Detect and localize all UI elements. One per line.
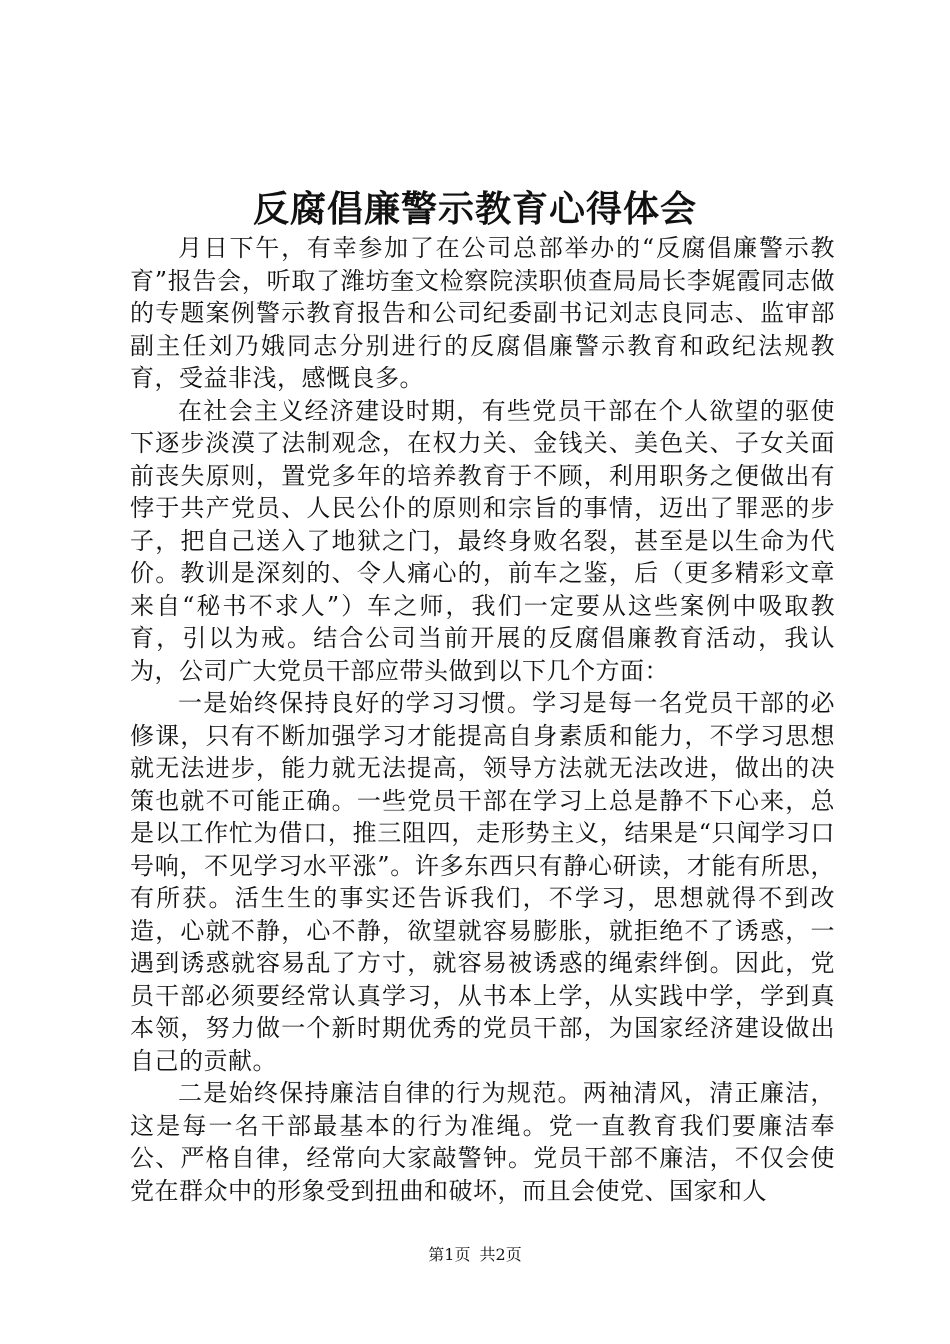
page-footer bbox=[0, 1244, 950, 1266]
paragraph-point-two: 二是始终保持廉洁自律的行为规范。两袖清风，清正廉洁，这是每一名干部最基本的行为准绳。党一直教育我们要廉洁奉公、严格自律，经常向大家敲警钟。党员干部不廉洁，不仅会使党在群众中的形象受到扭曲和破坏，而且会使党、国家和人 bbox=[130, 1079, 835, 1205]
document-body bbox=[130, 232, 835, 1207]
document-title: 反腐倡廉警示教育心得体会 bbox=[252, 188, 697, 230]
paragraph-point-one: 一是始终保持良好的学习习惯。学习是每一名党员干部的必修课，只有不断加强学习才能提高自身素质和能力，不学习思想就无法进步，能力就无法提高，领导方法就无法改进，做出的决策也就不可能正确。一些党员干部在学习上总是静不下心来，总是以工作忙为借口，推三阻四，走形势主义，结果是“只闻学习口号响，不见学习水平涨”。许多东西只有静心研读，才能有所思，有所获。活生生的事实还告诉我们，不学习，思想就得不到改造，心就不静，心不静，欲望就容易膨胀，就拒绝不了诱惑，一遇到诱惑就容易乱了方寸，就容易被诱惑的绳索绊倒。因此，党员干部必须要经常认真学习，从书本上学，从实践中学，学到真本领，努力做一个新时期优秀的党员干部，为国家经济建设做出自己的贡献。 bbox=[130, 689, 835, 1075]
page-total: 共2页 bbox=[479, 1245, 522, 1264]
paragraph-context: 在社会主义经济建设时期，有些党员干部在个人欲望的驱使下逐步淡漠了法制观念，在权力关、金钱关、美色关、子女关面前丧失原则，置党多年的培养教育于不顾，利用职务之便做出有悖于共产党员、人民公仆的原则和宗旨的事情，迈出了罪恶的步子，把自己送入了地狱之门，最终身败名裂，甚至是以生命为代价。教训是深刻的、令人痛心的，前车之鉴，后（更多精彩文章来自“秘书不求人”）车之师，我们一定要从这些案例中吸取教育，引以为戒。结合公司当前开展的反腐倡廉教育活动，我认为，公司广大党员干部应带头做到以下几个方面： bbox=[130, 396, 835, 685]
paragraph-intro: 月日下午，有幸参加了在公司总部举办的“反腐倡廉警示教育”报告会，听取了潍坊奎文检察院渎职侦查局局长李娓霞同志做的专题案例警示教育报告和公司纪委副书记刘志良同志、监审部副主任刘乃娥同志分别进行的反腐倡廉警示教育和政纪法规教育，受益非浅，感慨良多。 bbox=[130, 234, 835, 392]
page-number: 第1页 bbox=[428, 1245, 471, 1264]
